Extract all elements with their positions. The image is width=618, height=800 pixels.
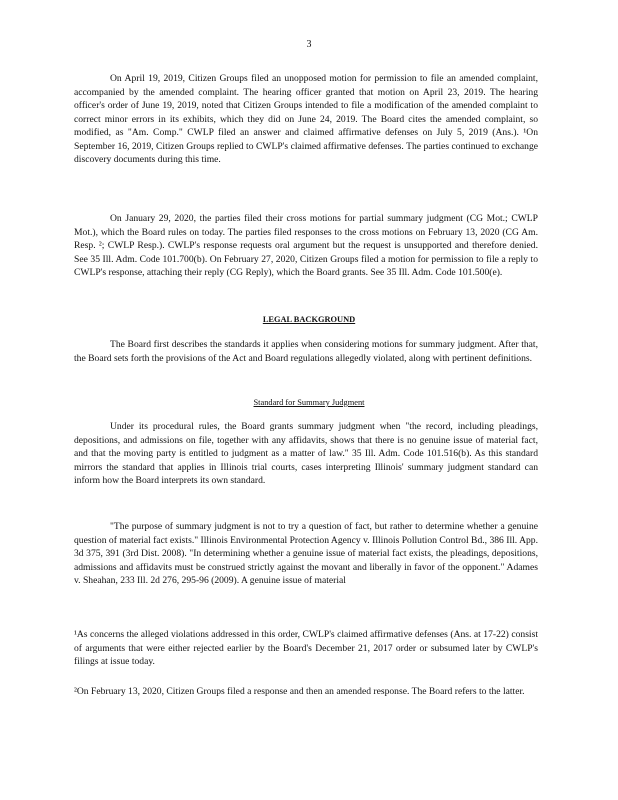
paragraph-procedural-history	[74, 72, 538, 167]
paragraph-procedural-rules	[74, 420, 538, 488]
paragraph-cross-motions	[74, 212, 538, 280]
paragraph-text: On January 29, 2020, the parties filed their cross motions for partial summary judgment (CG Mot.; CWLP Mot.), which the Board rules on today. The parties filed responses to the cross motions on February 13, 2020 (CG Am. Resp. ²; CWLP Resp.). CWLP's response requests oral argument but the request is unsupported and therefore denied. See 35 Ill. Adm. Code 101.700(b). On February 27, 2020, Citizen Groups filed a motion for permission to file a reply to CWLP's response, attaching their reply (CG Reply), which the Board grants. See 35 Ill. Adm. Code 101.500(e).	[74, 213, 538, 278]
paragraph-text: "The purpose of summary judgment is not to try a question of fact, but rather to determine whether a genuine question of material fact exists." Illinois Environmental Protection Agency v. Illinois Pollution Control Bd., 386 Ill. App. 3d 375, 391 (3rd Dist. 2008). "In determining whether a genuine issue of material fact exists, the pleadings, depositions, admissions and affidavits must be construed strictly against the movant and liberally in favor of the opponent." Adames v. Sheahan, 233 Ill. 2d 276, 295-96 (2009). A genuine issue of material	[74, 521, 538, 586]
paragraph-text: On April 19, 2019, Citizen Groups filed an unopposed motion for permission to file an amended complaint, accompanied by the amended complaint. The hearing officer granted that motion on April 23, 2019. The hearing officer's order of June 19, 2019, noted that Citizen Groups intended to file a modification of the amended complaint to correct minor errors in its exhibits, which they did on June 24, 2019. The Board cites the amended complaint, so modified, as "Am. Comp." CWLP filed an answer and claimed affirmative defenses on July 5, 2019 (Ans.). ¹On September 16, 2019, Citizen Groups replied to CWLP's claimed affirmative defenses. The parties continued to exchange discovery documents during this time.	[74, 73, 538, 165]
footnote-2: ²On February 13, 2020, Citizen Groups filed a response and then an amended response. The Board refers to the latter.	[74, 686, 525, 697]
footnote-1: ¹As concerns the alleged violations addressed in this order, CWLP's claimed affirmative defenses (Ans. at 17-22) consist of arguments that were either rejected earlier by the Board's December 21, 2017 order or subsumed later by CWLP's filings at issue today.	[74, 629, 538, 667]
heading-legal-background: LEGAL BACKGROUND	[262, 315, 356, 324]
page-number: 3	[306, 39, 312, 50]
paragraph-purpose-summary-judgment	[74, 520, 538, 588]
paragraph-text: Under its procedural rules, the Board grants summary judgment when "the record, including pleadings, depositions, and admissions on file, together with any affidavits, shows that there is no genuine issue of material fact, and that the moving party is entitled to judgment as a matter of law." 35 Ill. Adm. Code 101.516(b). As this standard mirrors the standard that applies in Illinois trial courts, cases interpreting Illinois' summary judgment standard can inform how the Board interprets its own standard.	[74, 421, 538, 486]
paragraph-board-standards	[74, 338, 538, 365]
heading-standard-summary-judgment: Standard for Summary Judgment	[253, 398, 365, 407]
paragraph-text: The Board first describes the standards it applies when considering motions for summary judgment. After that, the Board sets forth the provisions of the Act and Board regulations allegedly violated, along with pertinent definitions.	[74, 339, 538, 364]
